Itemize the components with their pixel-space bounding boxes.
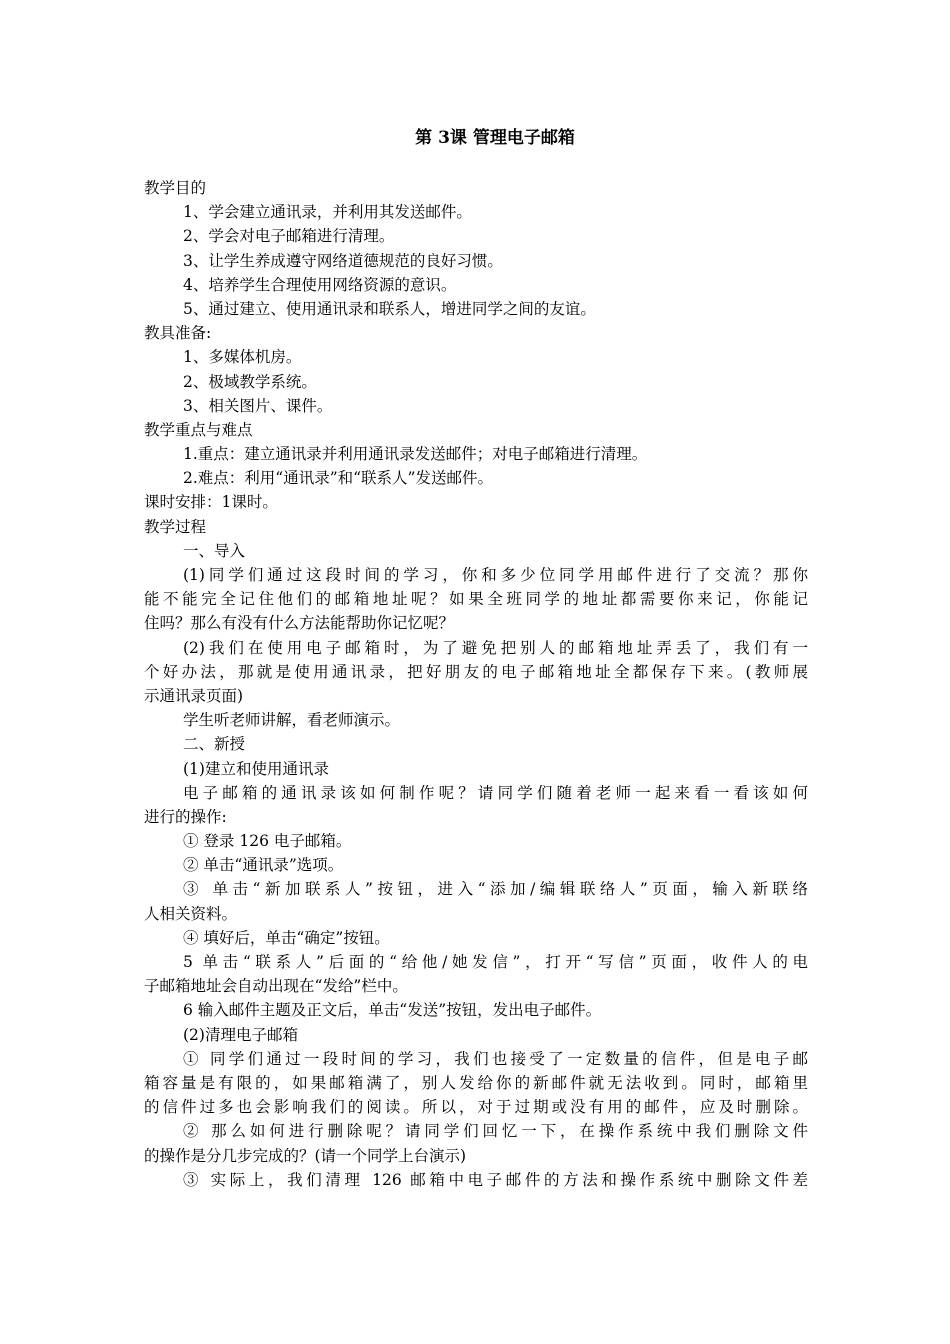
text-line: 4、培养学生合理使用网络资源的意识。 bbox=[183, 275, 457, 294]
text-line: ③ 单击“新加联系人”按钮，进入“添加/编辑联络人”页面，输入新联络 bbox=[183, 880, 808, 899]
text-line: 6 输入邮件主题及正文后，单击“发送”按钮，发出电子邮件。 bbox=[183, 1001, 602, 1020]
text-line: 3、相关图片、课件。 bbox=[183, 396, 333, 415]
text-line: ① 登录 126 电子邮箱。 bbox=[183, 832, 352, 851]
text-line: 2、学会对电子邮箱进行清理。 bbox=[183, 227, 395, 246]
text-line: 课时安排：1课时。 bbox=[144, 493, 278, 512]
text-line: 电子邮箱的通讯录该如何制作呢？请同学们随着老师一起来看一看该如何 bbox=[183, 783, 808, 802]
text-line: 教学重点与难点 bbox=[144, 420, 253, 439]
text-line: 能不能完全记住他们的邮箱地址呢？如果全班同学的地址都需要你来记，你能记 bbox=[144, 590, 808, 609]
text-line: 1、学会建立通讯录，并利用其发送邮件。 bbox=[183, 203, 472, 222]
text-line: 的操作是分几步完成的？(请一个同学上台演示) bbox=[144, 1146, 467, 1165]
text-line: 学生听老师讲解，看老师演示。 bbox=[183, 711, 401, 730]
text-line: (1)建立和使用通讯录 bbox=[183, 759, 329, 778]
text-line: 1、多媒体机房。 bbox=[183, 348, 302, 367]
text-line: 进行的操作: bbox=[144, 807, 227, 826]
text-line: 子邮箱地址会自动出现在“发给”栏中。 bbox=[144, 977, 408, 996]
text-line: 5、通过建立、使用通讯录和联系人，增进同学之间的友谊。 bbox=[183, 299, 596, 318]
text-line: 教学过程 bbox=[144, 517, 207, 536]
text-line: (2)我们在使用电子邮箱时，为了避免把别人的邮箱地址弄丢了，我们有一 bbox=[183, 638, 808, 657]
text-line: 2.难点：利用“通讯录”和“联系人”发送邮件。 bbox=[183, 469, 493, 488]
text-line: ④ 填好后，单击“确定”按钮。 bbox=[183, 928, 390, 947]
text-line: 人相关资料。 bbox=[144, 904, 238, 923]
text-line: 1.重点：建立通讯录并利用通讯录发送邮件；对电子邮箱进行清理。 bbox=[183, 445, 648, 464]
text-line: (2)清理电子邮箱 bbox=[183, 1025, 298, 1044]
document-body bbox=[144, 176, 808, 1192]
text-line: 5 单击“联系人”后面的“给他/她发信”，打开“写信”页面，收件人的电 bbox=[183, 953, 808, 971]
text-line: 示通讯录页面) bbox=[144, 686, 244, 705]
text-line: ③ 实际上，我们清理 126 邮箱中电子邮件的方法和操作系统中删除文件差 bbox=[183, 1170, 808, 1189]
text-line: ② 单击“通讯录”选项。 bbox=[183, 856, 344, 875]
text-line: 二、新授 bbox=[183, 735, 246, 754]
text-line: 3、让学生养成遵守网络道德规范的良好习惯。 bbox=[183, 251, 503, 270]
page-title: 第 3课 管理电子邮箱 bbox=[415, 128, 575, 148]
text-line: 教具准备: bbox=[144, 324, 212, 343]
text-line: ② 那么如何进行删除呢？请同学们回忆一下，在操作系统中我们删除文件 bbox=[183, 1122, 808, 1141]
text-line: 教学目的 bbox=[144, 179, 207, 197]
text-line: 一、导入 bbox=[183, 541, 246, 560]
text-line: (1)同学们通过这段时间的学习，你和多少位同学用邮件进行了交流？那你 bbox=[183, 566, 808, 584]
text-line: 2、极域教学系统。 bbox=[183, 372, 317, 391]
text-line: 的信件过多也会影响我们的阅读。所以，对于过期或没有用的邮件，应及时删除。 bbox=[144, 1098, 808, 1117]
text-line: 住吗？那么有没有什么方法能帮助你记忆呢？ bbox=[144, 614, 455, 633]
text-line: 个好办法，那就是使用通讯录，把好朋友的电子邮箱地址全都保存下来。(教师展 bbox=[144, 662, 808, 681]
text-line: ① 同学们通过一段时间的学习，我们也接受了一定数量的信件，但是电子邮 bbox=[183, 1049, 808, 1068]
text-line: 箱容量是有限的，如果邮箱满了，别人发给你的新邮件就无法收到。同时，邮箱里 bbox=[144, 1073, 808, 1092]
